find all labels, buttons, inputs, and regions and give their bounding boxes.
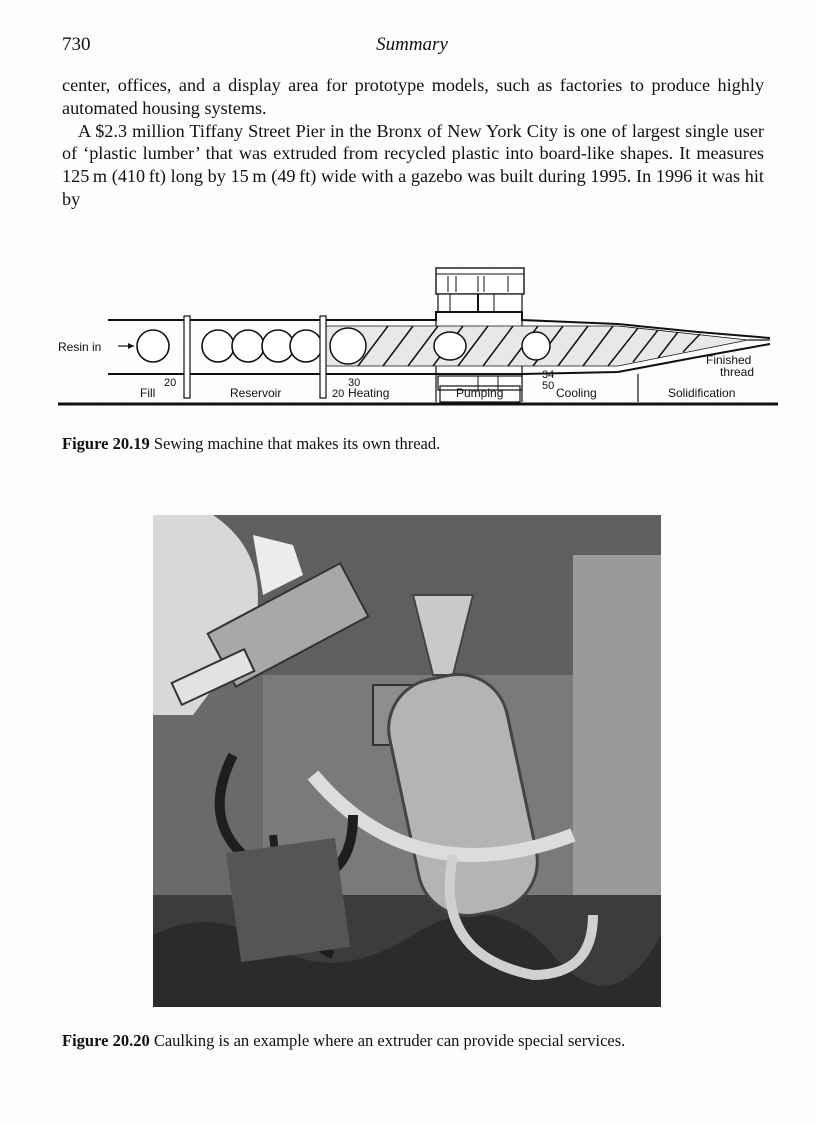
figure-caption — [62, 1030, 764, 1051]
resin-pellets — [137, 330, 322, 362]
caulking-extruder-photo — [153, 515, 661, 1007]
caption-text: Sewing machine that makes its own thread. — [153, 434, 441, 453]
page-number: 730 — [62, 34, 91, 55]
figure-caulking-photo — [153, 515, 661, 1007]
zone-label: Fill — [140, 386, 156, 400]
zone-label: Cooling — [556, 386, 597, 400]
body-text — [62, 74, 764, 211]
number-label: 30 — [348, 377, 361, 389]
zone-label: Heating — [348, 386, 390, 400]
zone-label: Reservoir — [230, 386, 282, 400]
caption-label: Figure 20.20 — [62, 1031, 150, 1050]
thread-label: thread — [720, 365, 755, 379]
page-header — [62, 34, 762, 60]
caption-text: Caulking is an example where an extruder can provide special services. — [153, 1031, 626, 1050]
zone-label: Solidification — [668, 386, 736, 400]
finished-label: Finished — [706, 353, 752, 367]
figure-sewing-machine-diagram — [58, 262, 778, 416]
paragraph: A $2.3 million Tiffany Street Pier in the Bronx of New York City is one of largest single user of ‘plastic lumber’ that was extruded from recycled plastic into board-like shapes. It measures 125 m (410 ft) long by 15 m (49 ft) wide with a gazebo was built during 1995. In 1996 it was hit by — [62, 120, 764, 209]
number-label: 50 — [542, 380, 555, 392]
number-label: 34 — [542, 369, 555, 381]
figure-caption — [62, 433, 764, 454]
hopper — [436, 268, 524, 312]
number-label: 20 — [332, 388, 345, 400]
zone-label: Pumping — [456, 386, 504, 400]
paragraph: center, offices, and a display area for prototype models, such as factories to produce highly automated housing systems. — [62, 75, 764, 118]
resin-in-label: Resin in — [58, 340, 102, 354]
extruder-diagram — [58, 262, 778, 416]
running-title: Summary — [376, 34, 448, 55]
caption-label: Figure 20.19 — [62, 434, 150, 453]
number-label: 20 — [164, 377, 177, 389]
